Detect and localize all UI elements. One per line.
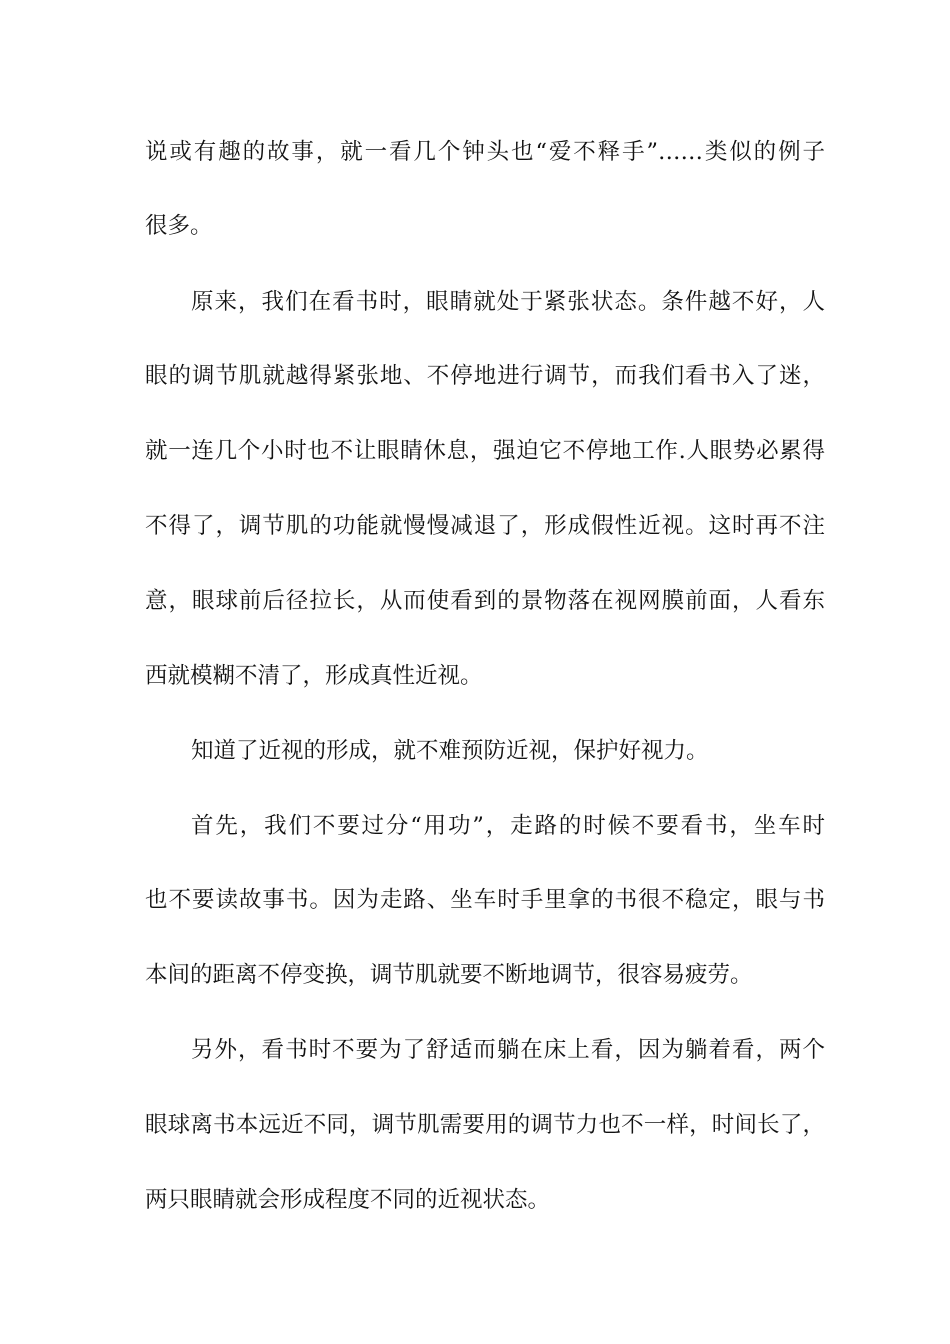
text-line: 意，眼球前后径拉长，从而使看到的景物落在视网膜前面，人看东 [145, 588, 825, 614]
text-line: 西就模糊不清了，形成真性近视。 [145, 663, 483, 689]
text-line: 也不要读故事书。因为走路、坐车时手里拿的书很不稳定，眼与书 [145, 887, 825, 913]
paragraph-first-line: 另外，看书时不要为了舒适而躺在床上看，因为躺着看，两个 [191, 1037, 825, 1063]
paragraph-first-line: 原来，我们在看书时，眼睛就处于紧张状态。条件越不好，人 [191, 289, 825, 315]
text-line: 眼球离书本远近不同，调节肌需要用的调节力也不一样，时间长了， [145, 1112, 825, 1138]
text-line: 不得了，调节肌的功能就慢慢减退了，形成假性近视。这时再不注 [145, 513, 825, 539]
text-line: 很多。 [145, 213, 213, 239]
paragraph-first-line: 知道了近视的形成，就不难预防近视，保护好视力。 [191, 738, 709, 764]
paragraph-first-line: 首先，我们不要过分“用功”，走路的时候不要看书，坐车时 [191, 813, 825, 839]
text-line: 就一连几个小时也不让眼睛休息，强迫它不停地工作.人眼势必累得 [145, 438, 825, 464]
text-line: 说或有趣的故事，就一看几个钟头也“爱不释手”……类似的例子 [145, 139, 825, 165]
text-line: 两只眼睛就会形成程度不同的近视状态。 [145, 1187, 551, 1213]
text-line: 本间的距离不停变换，调节肌就要不断地调节，很容易疲劳。 [145, 962, 753, 988]
text-line: 眼的调节肌就越得紧张地、不停地进行调节，而我们看书入了迷， [145, 363, 825, 389]
